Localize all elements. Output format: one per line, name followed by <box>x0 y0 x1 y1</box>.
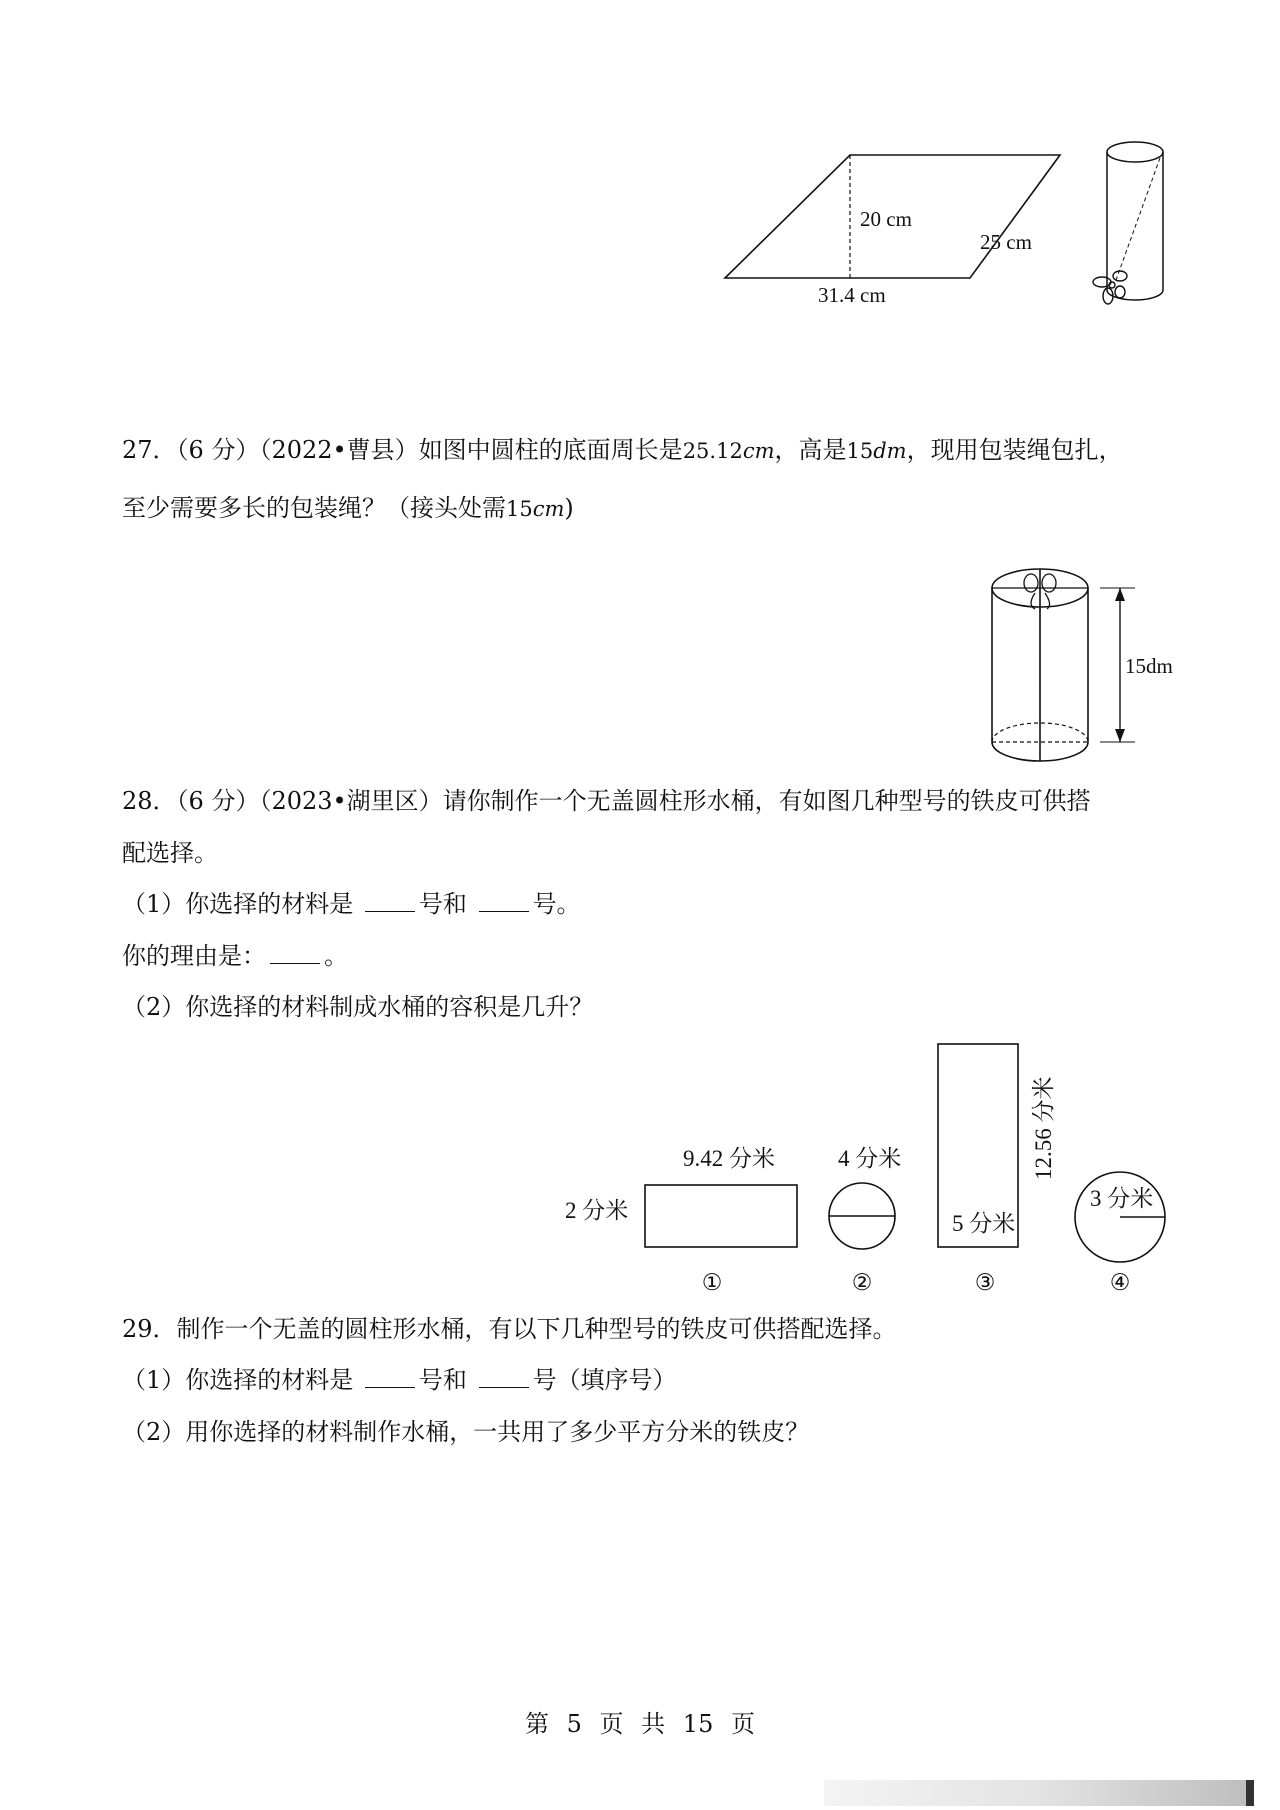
q28-part1-text-c: 号。 <box>532 890 581 918</box>
q28-source: （2023•湖里区） <box>259 787 443 815</box>
q27-knot-unit: cm <box>532 497 565 521</box>
q28-line1 <box>122 785 1091 817</box>
q27-text-b: ，高是 <box>774 436 847 464</box>
q29-line1: 29．制作一个无盖的圆柱形水桶，有以下几种型号的铁皮可供搭配选择。 <box>122 1315 897 1343</box>
q29-part2: （2）用你选择的材料制作水桶，一共用了多少平方分米的铁皮？ <box>122 1418 810 1446</box>
q29-part1-text-a: （1）你选择的材料是 <box>122 1366 354 1394</box>
material-4-number: ④ <box>1109 1270 1131 1295</box>
material-1-width-label: 9.42 分米 <box>683 1146 775 1171</box>
q28-part2: （2）你选择的材料制成水桶的容积是几升？ <box>122 993 594 1021</box>
q28-number: 28． <box>122 787 177 815</box>
q29-part1-text-b: 号和 <box>418 1366 467 1394</box>
q27-cylinder-figure <box>975 545 1175 770</box>
parallelogram-side-label: 25 cm <box>980 230 1032 254</box>
q28-answer-blank-1[interactable] <box>365 891 415 912</box>
q27-score: （6 分） <box>176 436 260 464</box>
material-1-height-label: 2 分米 <box>565 1198 629 1223</box>
q27-text-c: ，现用包装绳包扎， <box>906 436 1123 464</box>
parallelogram-height-label: 20 cm <box>860 207 912 231</box>
page-footer: 第 5 页 共 15 页 <box>525 1710 755 1738</box>
q28-score: （6 分） <box>176 787 260 815</box>
material-1-rect <box>645 1185 797 1247</box>
q29-answer-blank-1[interactable] <box>365 1367 415 1388</box>
material-3-width-label: 5 分米 <box>952 1211 1016 1236</box>
q27-circumference-value: 25.12 <box>682 439 743 463</box>
q28-reason <box>122 940 348 972</box>
q27-height-label: 15dm <box>1125 654 1173 678</box>
q27-number: 27． <box>122 436 177 464</box>
q28-reason-blank[interactable] <box>270 943 320 964</box>
q28-reason-text: 你的理由是： <box>122 942 266 970</box>
cylinder-with-bow-figure <box>1080 130 1190 310</box>
q27-source: （2022•曹县） <box>259 436 419 464</box>
q27-line2 <box>122 492 574 525</box>
material-1-number: ① <box>701 1270 723 1295</box>
materials-figure <box>0 1030 1280 1295</box>
q27-line2-text: 至少需要多长的包装绳？（接头处需 <box>122 494 506 522</box>
q28-part1-text-a: （1）你选择的材料是 <box>122 890 354 918</box>
q27-height-unit: dm <box>873 439 907 463</box>
scrollbar[interactable] <box>824 1780 1254 1806</box>
q27-circumference-unit: cm <box>742 439 775 463</box>
q28-part1 <box>122 888 581 920</box>
q29-part1-text-c: 号（填序号） <box>532 1366 677 1394</box>
q29-answer-blank-2[interactable] <box>479 1367 529 1388</box>
material-2-number: ② <box>851 1270 873 1295</box>
q27-text-a: 如图中圆柱的底面周长是 <box>418 436 683 464</box>
material-2-diameter-label: 4 分米 <box>838 1146 902 1171</box>
q28-reason-end: 。 <box>324 942 348 970</box>
material-4-radius-label: 3 分米 <box>1090 1186 1154 1211</box>
q28-text: 请你制作一个无盖圆柱形水桶，有如图几种型号的铁皮可供搭 <box>442 787 1091 815</box>
material-3-height-label: 12.56 分米 <box>1031 1076 1056 1180</box>
q27-knot-value: 15 <box>506 497 533 521</box>
q28-line2: 配选择。 <box>122 839 218 867</box>
q28-part1-text-b: 号和 <box>418 890 467 918</box>
q28-answer-blank-2[interactable] <box>479 891 529 912</box>
material-3-number: ③ <box>974 1270 996 1295</box>
q27-line1 <box>122 434 1123 467</box>
q29-part1 <box>122 1364 677 1396</box>
scrollbar-end <box>1246 1780 1254 1806</box>
q27-height-value: 15 <box>846 439 874 463</box>
q27-line2-close: ) <box>564 494 574 522</box>
parallelogram-base-label: 31.4 cm <box>818 283 886 307</box>
